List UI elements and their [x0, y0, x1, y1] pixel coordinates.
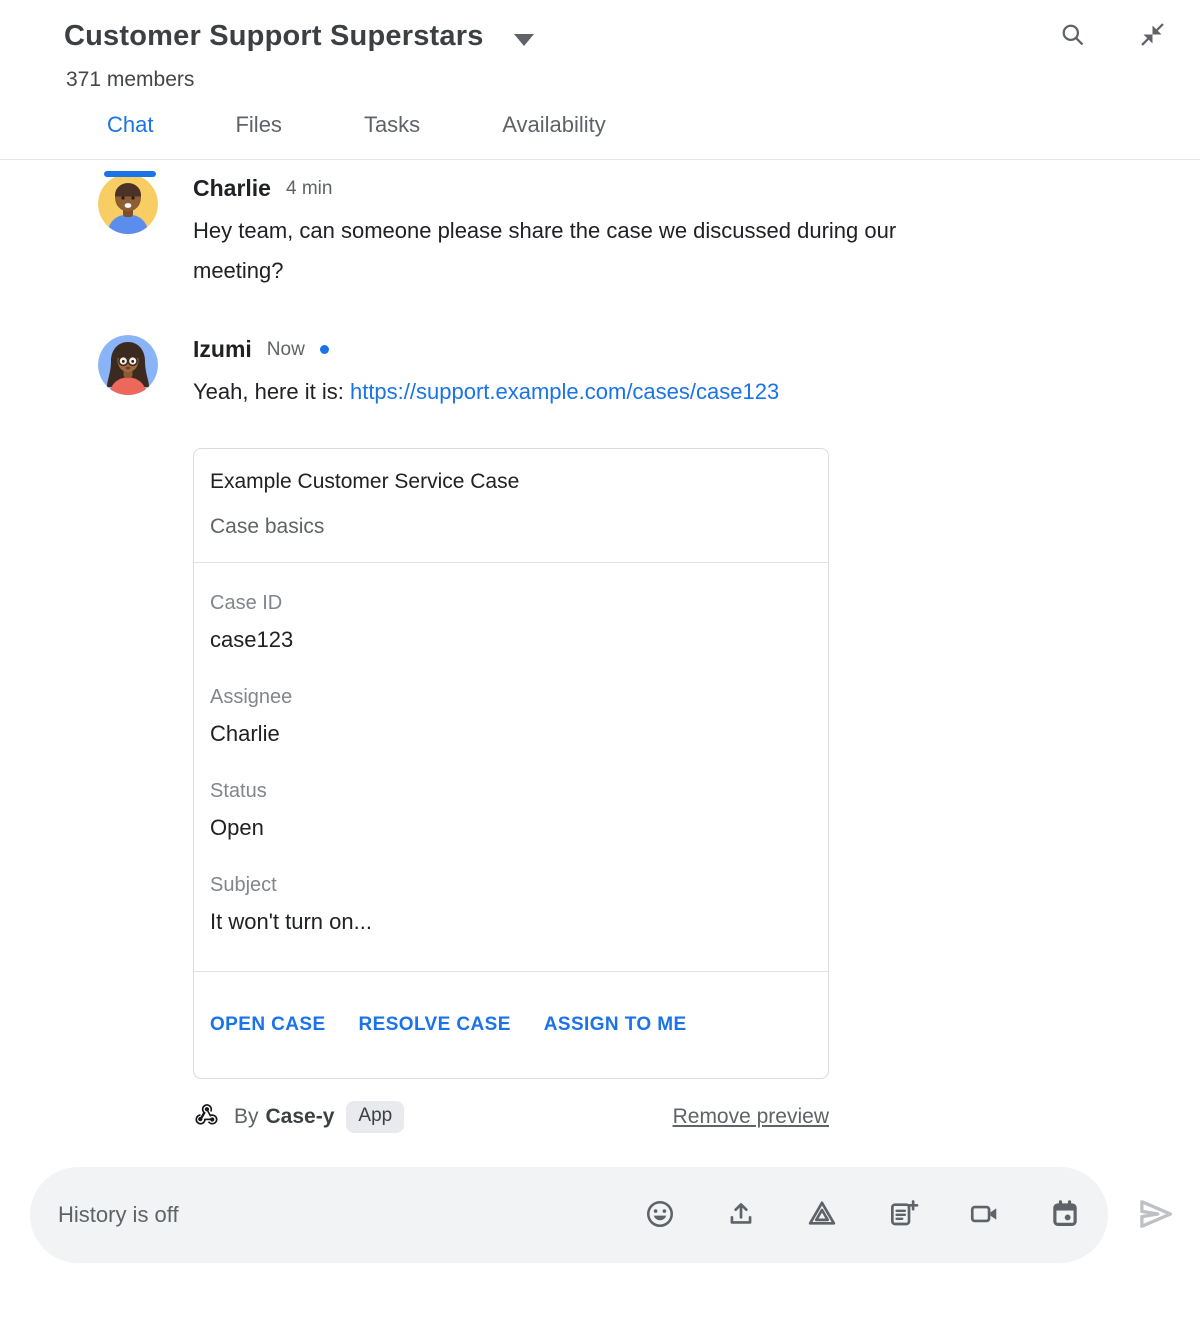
card-actions: [194, 971, 828, 1078]
card-header: [194, 449, 828, 562]
composer: [30, 1167, 1200, 1263]
message-body: [193, 335, 829, 1133]
search-button[interactable]: [1052, 16, 1092, 56]
chevron-down-icon[interactable]: [514, 34, 534, 46]
video-icon: [968, 1198, 1000, 1233]
add-task-icon: [887, 1198, 919, 1233]
search-icon: [1059, 21, 1086, 51]
tab-availability-label: Availability: [502, 112, 606, 137]
field-value: Charlie: [210, 721, 280, 746]
tab-files-label: Files: [235, 112, 282, 137]
field-case-id: [210, 592, 812, 653]
member-count: 371 members: [66, 68, 195, 91]
timestamp: Now: [266, 338, 305, 360]
field-label: Assignee: [210, 686, 293, 708]
avatar-izumi[interactable]: [98, 335, 158, 395]
field-status: [210, 780, 812, 841]
author-name: Izumi: [193, 336, 252, 362]
active-tab-underline: [104, 171, 156, 177]
webhook-icon: [193, 1101, 220, 1133]
resolve-case-button[interactable]: RESOLVE CASE: [358, 1014, 511, 1035]
collapse-icon: [1139, 21, 1166, 51]
card-subtitle: Case basics: [210, 515, 325, 538]
send-icon: [1134, 1193, 1176, 1238]
by-label: By: [234, 1105, 259, 1128]
tab-tasks[interactable]: [364, 112, 420, 159]
drive-button[interactable]: [805, 1198, 839, 1232]
add-task-button[interactable]: [886, 1198, 920, 1232]
tab-tasks-label: Tasks: [363, 112, 421, 137]
emoji-icon: [644, 1198, 676, 1233]
field-subject: [210, 874, 812, 935]
field-value: case123: [210, 627, 294, 652]
timestamp: 4 min: [285, 177, 333, 199]
message-charlie: [98, 174, 1200, 291]
send-button[interactable]: [1132, 1192, 1178, 1238]
app-name: Case-y: [265, 1105, 335, 1128]
author-name: Charlie: [193, 175, 271, 201]
emoji-button[interactable]: [643, 1198, 677, 1232]
tab-chat-label: Chat: [107, 112, 154, 137]
tab-availability[interactable]: [502, 112, 606, 159]
field-label: Case ID: [210, 592, 283, 614]
message-text: [193, 372, 829, 412]
open-case-button[interactable]: OPEN CASE: [210, 1014, 326, 1035]
drive-icon: [806, 1198, 838, 1233]
message-text-prefix: Yeah, here it is:: [193, 379, 350, 404]
presence-dot: [320, 345, 329, 354]
upload-button[interactable]: [724, 1198, 758, 1232]
field-value: Open: [210, 815, 264, 840]
page-title: Customer Support Superstars: [64, 19, 484, 52]
field-label: Status: [210, 780, 267, 802]
calendar-icon: [1049, 1198, 1081, 1233]
composer-icons: [643, 1198, 1082, 1232]
field-assignee: [210, 686, 812, 747]
card-footer: [193, 1101, 829, 1133]
avatar-charlie[interactable]: [98, 174, 158, 234]
remove-preview-link[interactable]: Remove preview: [672, 1105, 829, 1128]
case-link[interactable]: https://support.example.com/cases/case123: [349, 379, 780, 404]
message-text: Hey team, can someone please share the case we discussed during our meeting?: [193, 218, 897, 283]
link-preview-card: [193, 448, 829, 1079]
message-body: [193, 174, 938, 291]
video-button[interactable]: [967, 1198, 1001, 1232]
message-izumi: [98, 335, 1200, 1133]
card-fields: [194, 562, 828, 971]
app-badge: App: [346, 1101, 404, 1133]
space-header: [0, 0, 1200, 92]
tab-files[interactable]: [235, 112, 281, 159]
field-label: Subject: [210, 874, 277, 896]
tab-chat[interactable]: [107, 112, 153, 159]
upload-icon: [725, 1198, 757, 1233]
assign-to-me-button[interactable]: ASSIGN TO ME: [543, 1014, 687, 1035]
field-value: It won't turn on...: [210, 909, 372, 934]
message-list: [0, 160, 1200, 1133]
composer-pill: [30, 1167, 1108, 1263]
tab-bar: [0, 112, 1200, 160]
message-input[interactable]: [58, 1202, 643, 1228]
collapse-button[interactable]: [1132, 16, 1172, 56]
card-title: Example Customer Service Case: [210, 470, 520, 493]
calendar-button[interactable]: [1048, 1198, 1082, 1232]
